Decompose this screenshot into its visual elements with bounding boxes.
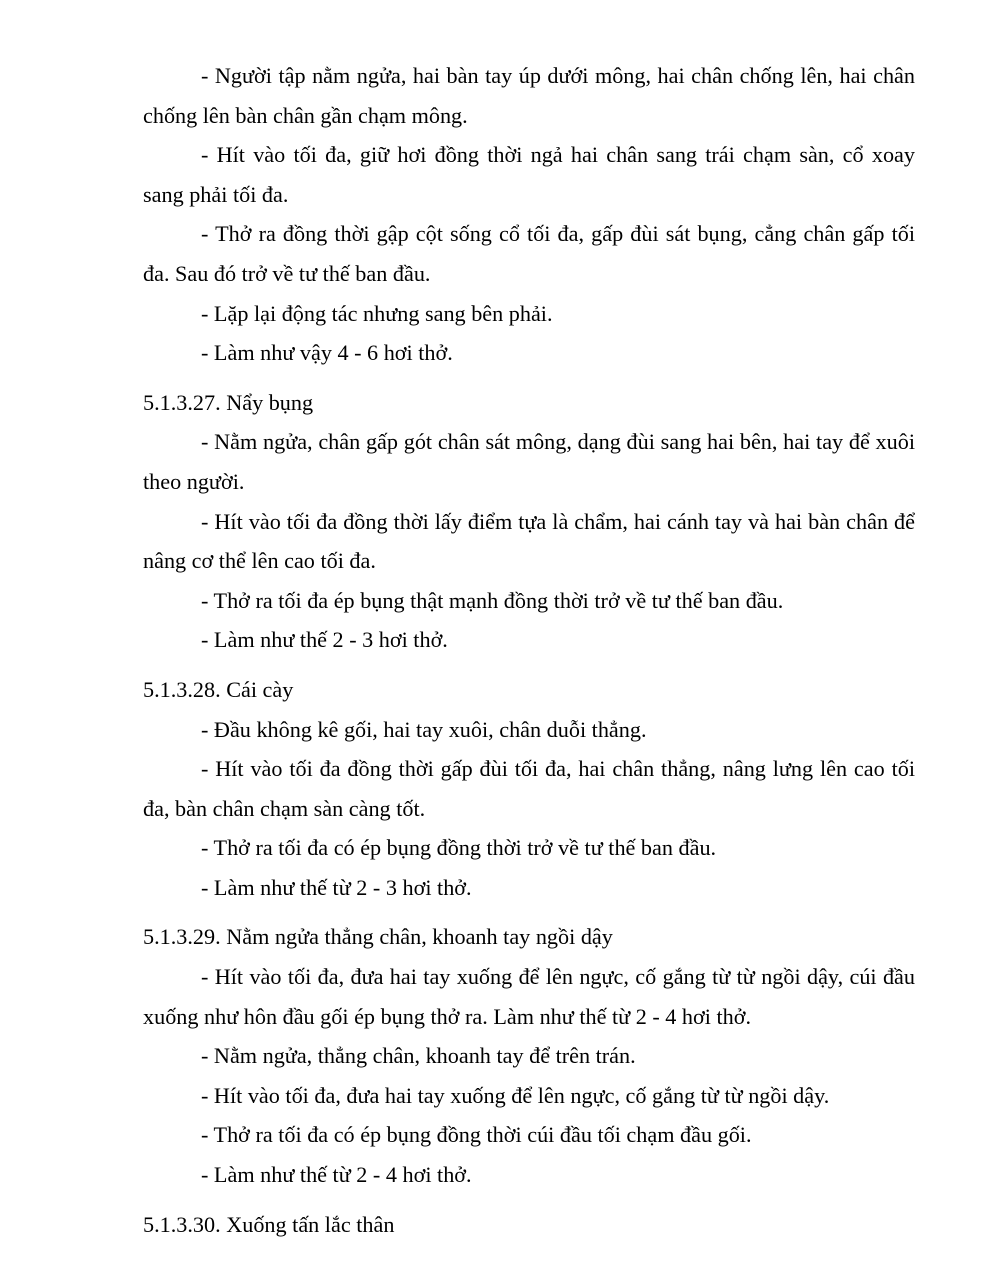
paragraph-29-4: - Thở ra tối đa có ép bụng đồng thời cúi đầu tối chạm đầu gối.: [201, 1122, 752, 1148]
paragraph-29-2: - Nằm ngửa, thẳng chân, khoanh tay để trên trán.: [201, 1043, 636, 1069]
paragraph-intro-2: - Hít vào tối đa, giữ hơi đồng thời ngả hai chân sang trái chạm sàn, cổ xoay sang phải tối đa.: [143, 142, 915, 207]
paragraph-29-3: - Hít vào tối đa, đưa hai tay xuống để lên ngực, cố gắng từ từ ngồi dậy.: [201, 1082, 830, 1108]
paragraph-29-1: - Hít vào tối đa, đưa hai tay xuống để lên ngực, cố gắng từ từ ngồi dậy, cúi đầu xuống như hôn đầu gối ép bụng thở ra. Làm như thế từ 2 - 4 hơi thở.: [143, 964, 915, 1029]
paragraph-27-2: - Hít vào tối đa đồng thời lấy điểm tựa là chẩm, hai cánh tay và hai bàn chân để nâng cơ thể lên cao tối đa.: [143, 508, 915, 574]
paragraph-27-1: - Nằm ngửa, chân gấp gót chân sát mông, dạng đùi sang hai bên, hai tay để xuôi theo người.: [143, 429, 915, 494]
section-heading-28: 5.1.3.28. Cái cày: [143, 676, 294, 702]
paragraph-28-3: - Thở ra tối đa có ép bụng đồng thời trở về tư thế ban đầu.: [201, 835, 717, 861]
paragraph-28-2: - Hít vào tối đa đồng thời gấp đùi tối đa, hai chân thẳng, nâng lưng lên cao tối đa, bàn chân chạm sàn càng tốt.: [143, 756, 915, 821]
document-page: [143, 56, 915, 1244]
paragraph-28-1: - Đầu không kê gối, hai tay xuôi, chân duỗi thẳng.: [201, 716, 647, 742]
paragraph-27-4: - Làm như thế 2 - 3 hơi thở.: [201, 627, 448, 653]
paragraph-intro-5: - Làm như vậy 4 - 6 hơi thở.: [201, 340, 453, 366]
paragraph-27-3: - Thở ra tối đa ép bụng thật mạnh đồng thời trở về tư thế ban đầu.: [201, 587, 784, 613]
paragraph-29-5: - Làm như thế từ 2 - 4 hơi thở.: [201, 1162, 472, 1188]
paragraph-intro-1: - Người tập nằm ngửa, hai bàn tay úp dưới mông, hai chân chống lên, hai chân chống lên bàn chân gần chạm mông.: [143, 63, 915, 128]
paragraph-28-4: - Làm như thế từ 2 - 3 hơi thở.: [201, 874, 472, 900]
section-heading-29: 5.1.3.29. Nằm ngửa thẳng chân, khoanh tay ngồi dậy: [143, 924, 613, 950]
section-heading-30: 5.1.3.30. Xuống tấn lắc thân: [143, 1211, 395, 1237]
paragraph-intro-3: - Thở ra đồng thời gập cột sống cổ tối đa, gấp đùi sát bụng, cẳng chân gấp tối đa. Sau đó trở về tư thế ban đầu.: [143, 221, 915, 286]
section-heading-27: 5.1.3.27. Nẩy bụng: [143, 389, 314, 415]
paragraph-intro-4: - Lặp lại động tác nhưng sang bên phải.: [201, 300, 553, 326]
